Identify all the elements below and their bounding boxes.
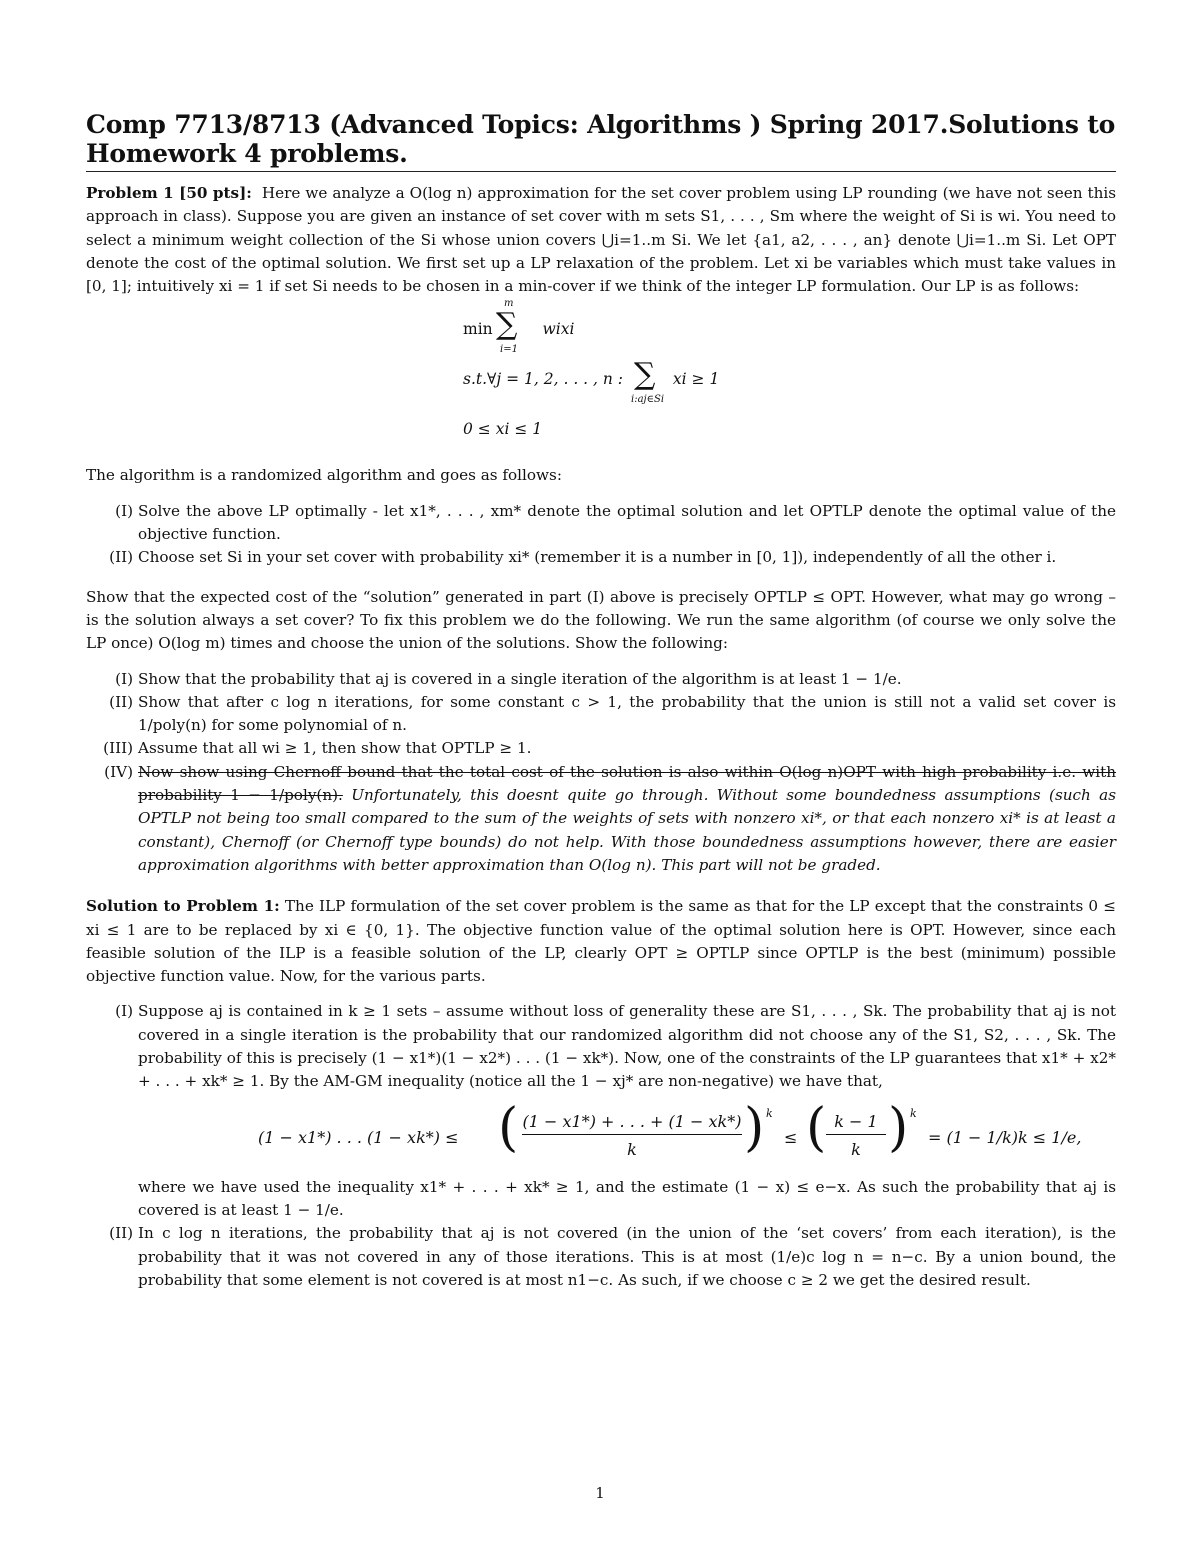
lp-objective-row <box>463 320 574 338</box>
display-mid-bar <box>826 1134 886 1135</box>
algo-step <box>86 500 1116 547</box>
algo-step <box>86 546 1116 569</box>
lp-constraint-row <box>463 370 719 388</box>
task-num: (I) <box>115 669 133 688</box>
task-num: (IV) <box>104 762 133 781</box>
lp-sum2-bottom: i:aj∈Si <box>631 394 665 406</box>
show-paragraph: Show that the expected cost of the “solution” generated in part (I) above is precisely OPTLP ≤ OPT. However, what may go wrong – is the solution always a set cover? To fix this problem we do the following. We run the same algorithm (of course we only solve the LP once) O(log m) times and choose the union of the solutions. Show the following: <box>86 587 1116 653</box>
task-text: Assume that all wi ≥ 1, then show that OPTLP ≥ 1. <box>138 739 532 758</box>
display-leq: ≤ <box>784 1127 798 1147</box>
solution-parts <box>86 1000 1116 1292</box>
problem-1-intro-text: Here we analyze a O(log n) approximation for the set cover problem using LP rounding (we have not seen this approach in class). Suppose you are given an instance of set cover with m sets S1, . . . , Sm where the weight of Si is wi. You need to select a minimum weight collection of the Si whose union covers ⋃i=1..m Si. We let {a1, a2, . . . , an} denote ⋃i=1..m Si. Let OPT denote the cost of the optimal solution. We first set up a LP relaxation of the problem. Let xi be variables which must take values in [0, 1]; intuitively xi = 1 if set Si needs to be chosen in a min-cover if we think of the integer LP formulation. Our LP is as follows: <box>86 184 1117 296</box>
task-item <box>86 737 1116 760</box>
display-paren-right-2: ) <box>888 1097 909 1158</box>
lp-sum-top: m <box>504 298 514 310</box>
solution-1-heading: Solution to Problem 1: <box>86 897 280 916</box>
algo-step-num: (I) <box>115 501 133 520</box>
task-num: (II) <box>109 692 133 711</box>
solution-part <box>86 1000 1116 1222</box>
solution-part <box>86 1222 1116 1292</box>
lp-constraint: xi ≥ 1 <box>672 370 720 389</box>
display-paren-left-2: ( <box>806 1097 827 1158</box>
task-item <box>86 691 1116 738</box>
solution-1-intro-text: The ILP formulation of the set cover problem is the same as that for the LP except that the constraints 0 ≤ xi ≤ 1 are to be replaced by xi ∈ {0, 1}. The objective function value of the optimal solution here is OPT. However, since each feasible solution of the ILP is a feasible solution of the LP, clearly OPT ≥ OPTLP since OPTLP is the best (minimum) possible objective function value. Now, for the various parts. <box>86 897 1116 986</box>
algo-intro: The algorithm is a randomized algorithm and goes as follows: <box>86 466 562 485</box>
lp-bounds: 0 ≤ xi ≤ 1 <box>463 420 543 439</box>
solution-1-intro <box>86 895 1116 988</box>
task-text: Unfortunately, this doesnt quite go through. Without some boundedness assumptions (such as OPTLP not being too small compared to the sum of the weights of sets with nonzero xi*, or that each nonzero xi* is at least a constant), Chernoff (or Chernoff type bounds) do not help. With those boundedness assumptions however, there are easier approximation algorithms with better approximation than O(log n). This part will not be graded. <box>138 786 1117 874</box>
task-text: Show that after c log n iterations, for some constant c > 1, the probability that the union is still not a valid set cover is 1/poly(n) for some polynomial of n. <box>138 692 1116 735</box>
solution-part-text: Suppose aj is contained in k ≥ 1 sets – assume without loss of generality these are S1, . . . , Sk. The probability that aj is not covered in a single iteration is the probability that our randomized algorithm did not choose any of the S1, S2, . . . , Sk. The probability of this is precisely (1 − x1*)(1 − x2*) . . . (1 − xk*). Now, one of the constraints of the LP guarantees that x1* + x2* + . . . + xk* ≥ 1. By the AM-GM inequality (notice all the 1 − xj* are non-negative) we have that, <box>138 1002 1116 1091</box>
display-fraction-bar <box>522 1134 742 1135</box>
lp-sum2-symbol: ∑ <box>634 357 656 393</box>
title-rule <box>86 171 1116 172</box>
algo-step-text: Solve the above LP optimally - let x1*, . . . , xm* denote the optimal solution and let OPTLP denote the optimal value of the objective function. <box>138 501 1116 544</box>
task-num: (III) <box>103 739 133 758</box>
lp-objective: wixi <box>542 320 575 339</box>
algo-step-num: (II) <box>109 548 133 567</box>
display-numerator: (1 − x1*) + . . . + (1 − xk*) <box>522 1111 742 1131</box>
display-exponent: k <box>766 1106 773 1120</box>
problem-1-intro <box>86 182 1116 298</box>
document-page <box>86 110 1116 1292</box>
display-paren-right: ) <box>744 1097 765 1158</box>
solution-part-after: where we have used the inequality x1* + . . . + xk* ≥ 1, and the estimate (1 − x) ≤ e−x. As such the probability that aj is covered is at least 1 − 1/e. <box>138 1177 1116 1219</box>
display-paren-left: ( <box>498 1097 519 1158</box>
problem-1-heading: Problem 1 [50 pts]: <box>86 184 252 202</box>
task-item <box>86 668 1116 691</box>
lp-min: min <box>463 320 493 339</box>
lp-st: s.t.∀j = 1, 2, . . . , n : <box>463 370 624 389</box>
lp-formulation <box>86 298 1116 448</box>
document-title: Comp 7713/8713 (Advanced Topics: Algorithms ) Spring 2017.Solutions to Homework 4 problems. <box>86 110 1116 168</box>
task-item <box>86 761 1116 877</box>
task-text: Show that the probability that aj is covered in a single iteration of the algorithm is at least 1 − 1/e. <box>138 669 902 688</box>
task-list <box>86 668 1116 878</box>
solution-part-num: (II) <box>109 1224 133 1243</box>
display-rhs: = (1 − 1/k)k ≤ 1/e, <box>928 1127 1082 1147</box>
lp-bounds-row <box>463 420 542 438</box>
solution-part-num: (I) <box>115 1002 133 1021</box>
algo-step-text: Choose set Si in your set cover with probability xi* (remember it is a number in [0, 1]), independently of all the other i. <box>138 548 1057 567</box>
page-number: 1 <box>595 1484 605 1502</box>
display-denominator: k <box>627 1139 637 1159</box>
algo-steps <box>86 500 1116 570</box>
display-mid-numerator: k − 1 <box>834 1111 878 1131</box>
task-struck-text: Now show using Chernoff bound that the total cost of the solution is also within O(log n)OPT with high probability i.e. with probability 1 − 1/poly(n). <box>138 762 1116 805</box>
display-exponent-2: k <box>910 1106 917 1120</box>
display-lhs: (1 − x1*) . . . (1 − xk*) ≤ <box>258 1127 459 1147</box>
amgm-display-equation <box>138 1097 1116 1164</box>
solution-part-text: In c log n iterations, the probability that aj is not covered (in the union of the ‘set covers’ from each iteration), is the probability that it was not covered in any of those iterations. This is at most (1/e)c log n = n−c. By a union bound, the probability that some element is not covered is at most n1−c. As such, if we choose c ≥ 2 we get the desired result. <box>138 1224 1116 1289</box>
display-mid-denominator: k <box>851 1139 861 1159</box>
lp-sum-symbol: ∑ <box>496 307 518 343</box>
lp-sum-bottom: i=1 <box>500 344 518 356</box>
